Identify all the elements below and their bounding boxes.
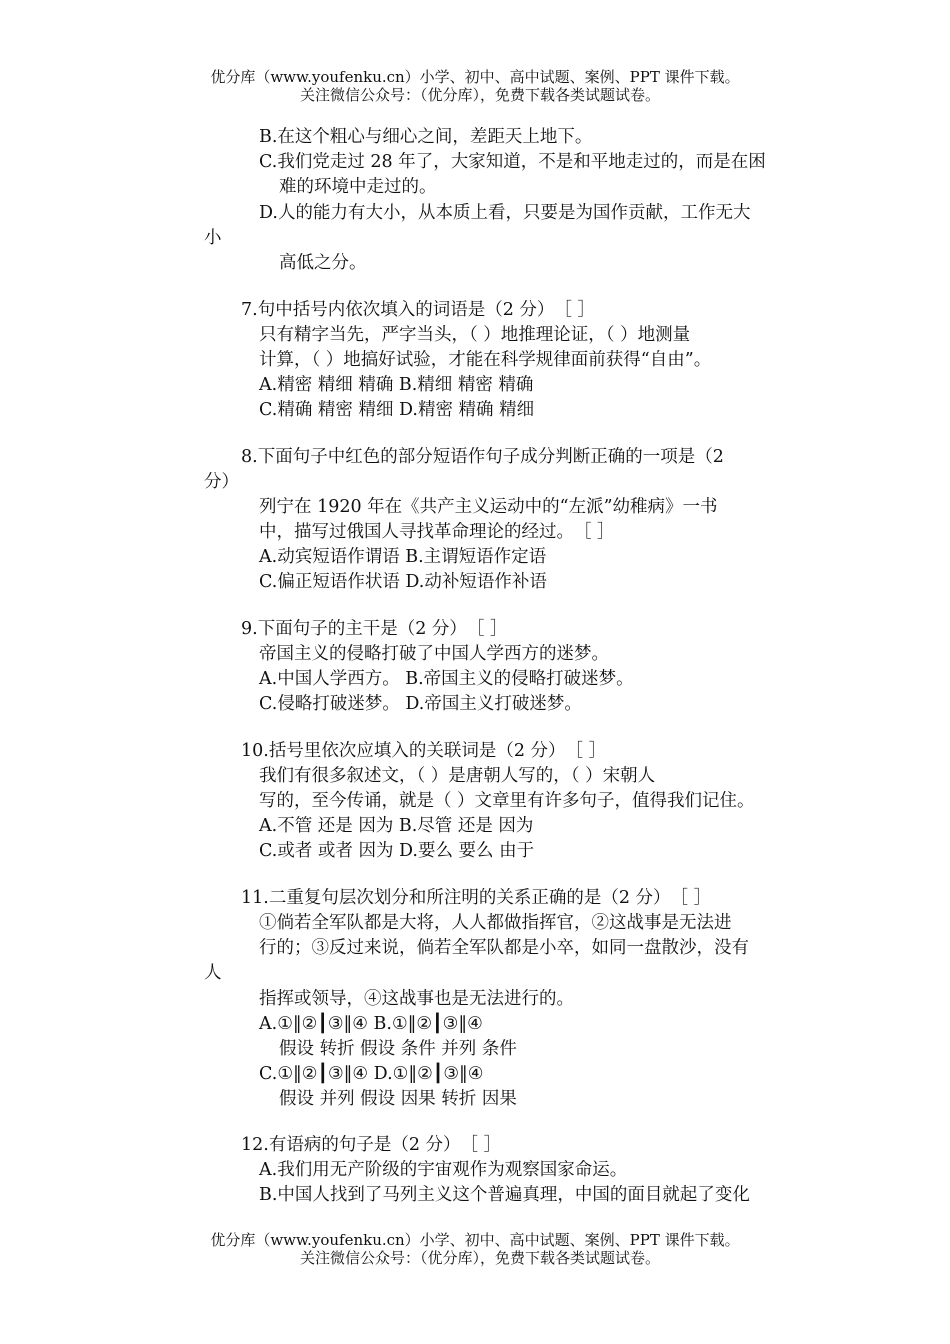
question-text: 行的；③反过来说，倘若全军队都是小卒，如同一盘散沙，没有 xyxy=(259,938,749,958)
question-text: 中，描写过俄国人寻找革命理论的经过。 ［ ］ xyxy=(259,522,615,542)
option-line: C.①‖②┃③‖④ D.①‖②┃③‖④ xyxy=(259,1064,484,1084)
question-12: 12.有语病的句子是（2 分） ［ ］ xyxy=(241,1135,502,1155)
option-line: C.侵略打破迷梦。 D.帝国主义打破迷梦。 xyxy=(259,694,582,714)
option-line: A.①‖②┃③‖④ B.①‖②┃③‖④ xyxy=(259,1014,483,1034)
option-line: C.精确 精密 精细 D.精密 精确 精细 xyxy=(259,400,535,420)
option-line: C.或者 或者 因为 D.要么 要么 由于 xyxy=(259,841,535,861)
question-11: 11.二重复句层次划分和所注明的关系正确的是（2 分） ［ ］ xyxy=(241,888,712,908)
question-8: 8.下面句子中红色的部分短语作句子成分判断正确的一项是（2 xyxy=(241,447,724,467)
question-text: 写的，至今传诵，就是（ ）文章里有许多句子，值得我们记住。 xyxy=(259,791,755,811)
question-7: 7.句中括号内依次填入的词语是（2 分） ［ ］ xyxy=(241,300,595,320)
option-line: 难的环境中走过的。 xyxy=(279,177,437,197)
option-line: B.中国人找到了马列主义这个普遍真理，中国的面目就起了变化 xyxy=(259,1185,750,1205)
option-line: A.精密 精细 精确 B.精细 精密 精确 xyxy=(259,375,534,395)
question-text: 分） xyxy=(204,472,239,492)
option-line: C.偏正短语作状语 D.动补短语作补语 xyxy=(259,572,547,592)
option-line: A.动宾短语作谓语 B.主谓短语作定语 xyxy=(259,547,547,567)
page-header xyxy=(0,68,950,104)
footer-line-2: 关注微信公众号：（优分库），免费下载各类试题试卷。 xyxy=(299,1249,660,1267)
option-line: D.人的能力有大小，从本质上看，只要是为国作贡献，工作无大 xyxy=(259,203,751,223)
option-line: A.不管 还是 因为 B.尽管 还是 因为 xyxy=(259,816,534,836)
option-line: 假设 并列 假设 因果 转折 因果 xyxy=(279,1089,517,1109)
option-line: B.在这个粗心与细心之间，差距天上地下。 xyxy=(259,127,593,147)
question-text: 人 xyxy=(204,963,222,983)
question-10: 10.括号里依次应填入的关联词是（2 分） ［ ］ xyxy=(241,741,607,761)
question-text: ①倘若全军队都是大将，人人都做指挥官，②这战事是无法进 xyxy=(259,913,732,933)
option-line: 高低之分。 xyxy=(279,253,367,273)
option-line: C.我们党走过 28 年了，大家知道，不是和平地走过的，而是在困 xyxy=(259,152,766,172)
option-line: 假设 转折 假设 条件 并列 条件 xyxy=(279,1039,517,1059)
question-text: 列宁在 1920 年在《共产主义运动中的“左派”幼稚病》一书 xyxy=(259,497,718,517)
question-text: 计算，（ ）地搞好试验，才能在科学规律面前获得“自由”。 xyxy=(259,350,712,370)
option-line: A.我们用无产阶级的宇宙观作为观察国家命运。 xyxy=(259,1160,628,1180)
header-line-2: 关注微信公众号：（优分库），免费下载各类试题试卷。 xyxy=(299,86,660,104)
question-text: 指挥或领导，④这战事也是无法进行的。 xyxy=(259,989,574,1009)
footer-line-1: 优分库（www.youfenku.cn）小学、初中、高中试题、案例、PPT 课件下载。 xyxy=(210,1231,740,1249)
page-footer xyxy=(0,1231,950,1267)
option-line: 小 xyxy=(204,228,222,248)
question-9: 9.下面句子的主干是（2 分） ［ ］ xyxy=(241,619,508,639)
question-text: 我们有很多叙述文，（ ）是唐朝人写的，（ ）宋朝人 xyxy=(259,766,656,786)
header-line-1: 优分库（www.youfenku.cn）小学、初中、高中试题、案例、PPT 课件下载。 xyxy=(210,68,740,86)
question-text: 帝国主义的侵略打破了中国人学西方的迷梦。 xyxy=(259,644,609,664)
question-text: 只有精字当先，严字当头，（ ）地推理论证，（ ）地测量 xyxy=(259,325,691,345)
option-line: A.中国人学西方。 B.帝国主义的侵略打破迷梦。 xyxy=(259,669,634,689)
